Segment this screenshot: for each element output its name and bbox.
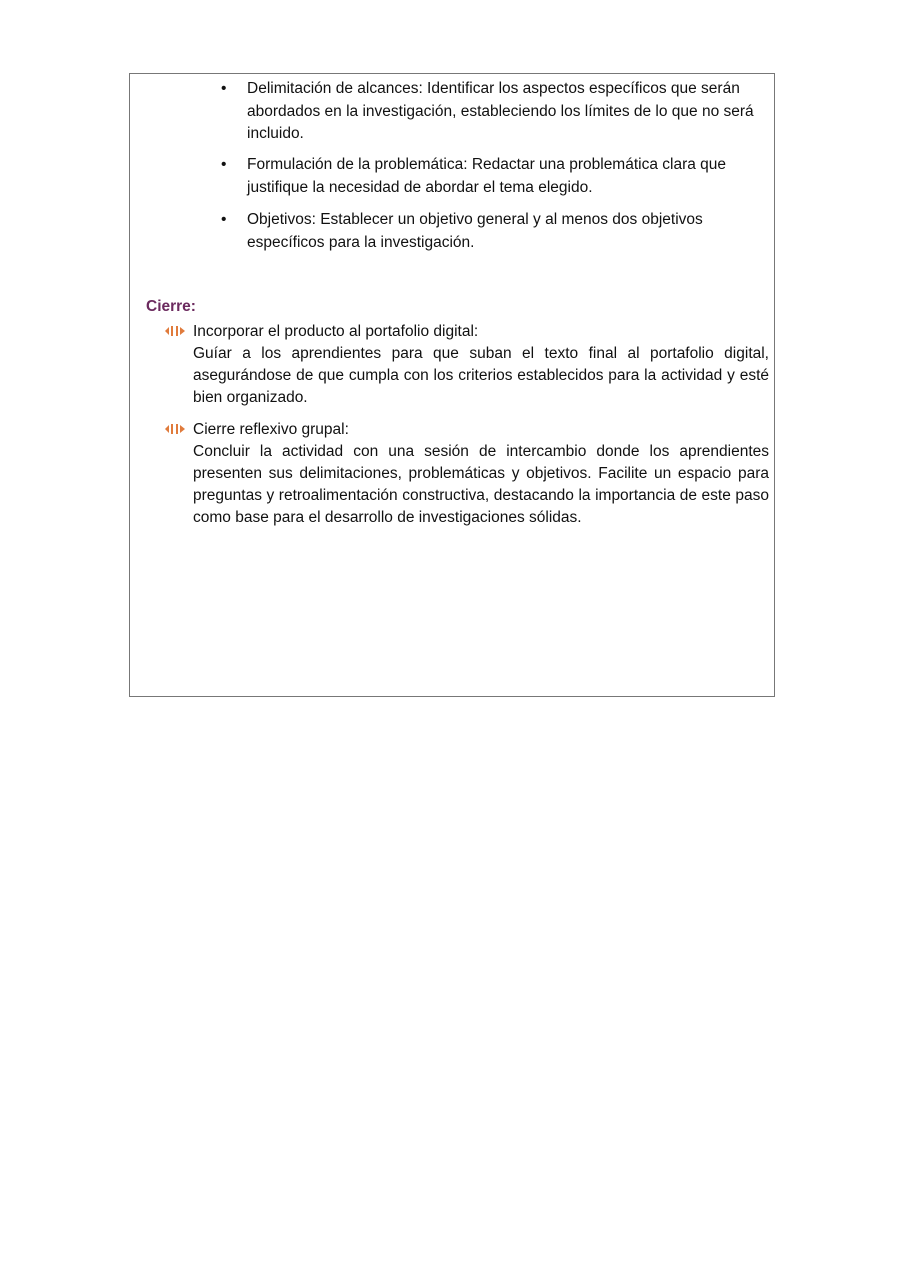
book-icon <box>165 423 185 435</box>
book-icon <box>165 325 185 337</box>
bullet-item <box>221 78 767 146</box>
item-text: Concluir la actividad con una sesión de intercambio donde los aprendientes presenten sus delimitaciones, problemáticas y objetivos. Facilite un espacio para preguntas y retroalimentación constructiva, destacando la importancia de este paso como base para el desarrollo de investigaciones sólidas. <box>193 443 769 526</box>
list-item <box>193 419 769 529</box>
content-box <box>129 73 775 697</box>
bullet-icon: • <box>221 80 227 97</box>
bullet-text: Objetivos: Establecer un objetivo general y al menos dos objetivos específicos para la investigación. <box>247 211 703 251</box>
item-title: Incorporar el producto al portafolio digital: <box>193 323 479 340</box>
bullet-icon: • <box>221 156 227 173</box>
list-item <box>193 321 769 409</box>
bullet-text: Formulación de la problemática: Redactar una problemática clara que justifique la necesidad de abordar el tema elegido. <box>247 156 727 196</box>
bullet-text: Delimitación de alcances: Identificar los aspectos específicos que serán abordados en la investigación, estableciendo los límites de lo que no será incluido. <box>247 80 754 142</box>
section-heading: Cierre: <box>146 298 196 315</box>
item-text: Guíar a los aprendientes para que suban el texto final al portafolio digital, asegurándose de que cumpla con los criterios establecidos para la actividad y esté bien organizado. <box>193 345 769 406</box>
bullet-item <box>221 209 767 254</box>
bullet-icon: • <box>221 211 227 228</box>
item-title: Cierre reflexivo grupal: <box>193 421 349 438</box>
bullet-item <box>221 154 767 199</box>
